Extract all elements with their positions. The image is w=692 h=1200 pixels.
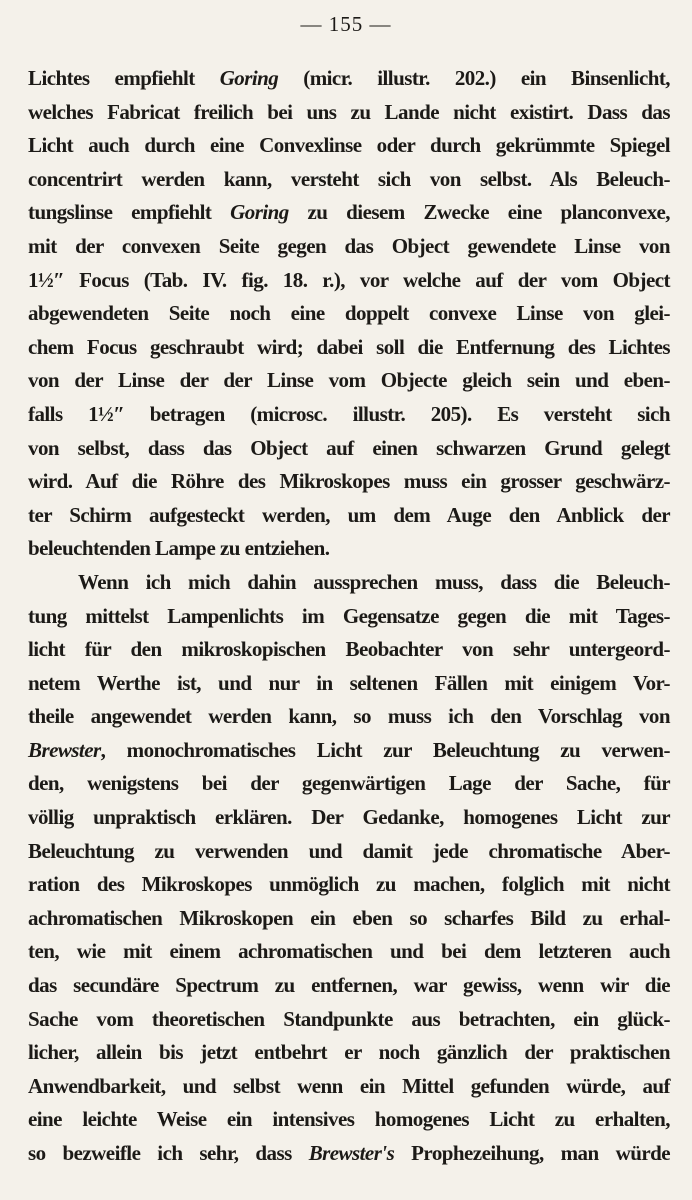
text-line	[28, 532, 670, 566]
text-segment: netem Werthe ist, und nur in seltenen Fällen mit einigem Vor-	[28, 670, 670, 695]
text-line	[28, 96, 670, 130]
body-text	[28, 62, 670, 1171]
text-segment: ration des Mikroskopes unmöglich zu machen, folglich mit nicht	[28, 872, 670, 897]
text-segment: falls 1½″ betragen (microsc. illustr. 205). Es versteht sich	[28, 401, 670, 426]
text-line	[28, 667, 670, 701]
text-line	[28, 868, 670, 902]
text-segment: Anwendbarkeit, und selbst wenn ein Mittel gefunden würde, auf	[28, 1073, 670, 1098]
text-line	[28, 1103, 670, 1137]
text-segment: Licht auch durch eine Convexlinse oder durch gekrümmte Spiegel	[28, 133, 670, 158]
text-line	[28, 364, 670, 398]
text-line	[28, 835, 670, 869]
italic-name: Brewster	[28, 737, 101, 762]
italic-name: Goring	[219, 66, 279, 90]
paragraph	[28, 62, 670, 566]
text-line	[28, 767, 670, 801]
text-segment: licht für den mikroskopischen Beobachter von sehr untergeord-	[28, 637, 670, 662]
text-line	[28, 600, 670, 634]
text-segment: eine leichte Weise ein intensives homogenes Licht zu erhalten,	[28, 1107, 670, 1132]
text-segment: Lichtes empfiehlt	[28, 66, 220, 90]
paragraph	[28, 566, 670, 1171]
text-segment: Wenn ich mich dahin aussprechen muss, dass die Beleuch-	[78, 569, 670, 594]
text-line	[28, 331, 670, 365]
text-line	[28, 566, 670, 600]
text-segment: Sache vom theoretischen Standpunkte aus betrachten, ein glück-	[28, 1006, 670, 1031]
text-segment: chem Focus geschraubt wird; dabei soll die Entfernung des Lichtes	[28, 334, 670, 359]
page-number: — 155 —	[300, 12, 392, 36]
text-segment: wird. Auf die Röhre des Mikroskopes muss ein grosser geschwärz-	[28, 469, 670, 494]
text-segment: theile angewendet werden kann, so muss ich den Vorschlag von	[28, 704, 670, 729]
text-line	[28, 734, 670, 768]
text-segment: den, wenigstens bei der gegenwärtigen Lage der Sache, für	[28, 771, 670, 796]
text-line	[28, 633, 670, 667]
text-line	[28, 700, 670, 734]
text-line	[28, 297, 670, 331]
text-line	[28, 1036, 670, 1070]
text-line	[28, 398, 670, 432]
italic-name: Goring	[230, 200, 289, 225]
text-segment: ten, wie mit einem achromatischen und bei dem letzteren auch	[28, 939, 670, 964]
text-line	[28, 230, 670, 264]
text-line	[28, 163, 670, 197]
text-line	[28, 499, 670, 533]
text-line	[28, 1070, 670, 1104]
text-segment: , monochromatisches Licht zur Beleuchtung zu verwen-	[100, 737, 670, 762]
text-segment: das secundäre Spectrum zu entfernen, war gewiss, wenn wir die	[28, 973, 670, 998]
text-line	[28, 432, 670, 466]
text-segment: welches Fabricat freilich bei uns zu Lande nicht existirt. Dass das	[28, 99, 670, 124]
text-line	[28, 62, 670, 96]
text-segment: concentrirt werden kann, versteht sich von selbst. Als Beleuch-	[28, 166, 670, 191]
text-segment: tung mittelst Lampenlichts im Gegensatze gegen die mit Tages-	[28, 603, 670, 628]
text-segment: achromatischen Mikroskopen ein eben so scharfes Bild zu erhal-	[28, 905, 670, 930]
text-segment: von der Linse der der Linse vom Objecte gleich sein und eben-	[28, 368, 670, 393]
italic-name: Brewster's	[308, 1141, 395, 1165]
text-line	[28, 801, 670, 835]
text-segment: 1½″ Focus (Tab. IV. fig. 18. r.), vor welche auf der vom Object	[28, 267, 670, 292]
text-line	[28, 935, 670, 969]
text-segment: abgewendeten Seite noch eine doppelt convexe Linse von glei-	[28, 301, 670, 326]
text-segment: Beleuchtung zu verwenden und damit jede chromatische Aber-	[28, 838, 670, 863]
text-segment: zu diesem Zwecke eine planconvexe,	[288, 200, 671, 225]
text-segment: mit der convexen Seite gegen das Object gewendete Linse von	[28, 233, 670, 258]
text-line	[28, 129, 670, 163]
text-segment: beleuchtenden Lampe zu entziehen.	[28, 536, 330, 561]
text-line	[28, 1137, 670, 1171]
text-segment: Prophezeihung, man würde	[394, 1141, 670, 1165]
text-segment: licher, allein bis jetzt entbehrt er noch gänzlich der praktischen	[28, 1040, 670, 1065]
text-line	[28, 902, 670, 936]
text-line	[28, 264, 670, 298]
text-line	[28, 196, 670, 230]
text-line	[28, 1003, 670, 1037]
text-segment: von selbst, dass das Object auf einen schwarzen Grund gelegt	[28, 435, 670, 460]
text-segment: (micr. illustr. 202.) ein Binsenlicht,	[278, 66, 671, 90]
text-segment: völlig unpraktisch erklären. Der Gedanke, homogenes Licht zur	[28, 805, 670, 830]
text-line	[28, 465, 670, 499]
text-line	[28, 969, 670, 1003]
text-segment: ter Schirm aufgesteckt werden, um dem Auge den Anblick der	[28, 502, 670, 527]
text-segment: tungslinse empfiehlt	[28, 200, 231, 225]
text-segment: so bezweifle ich sehr, dass	[28, 1141, 309, 1165]
